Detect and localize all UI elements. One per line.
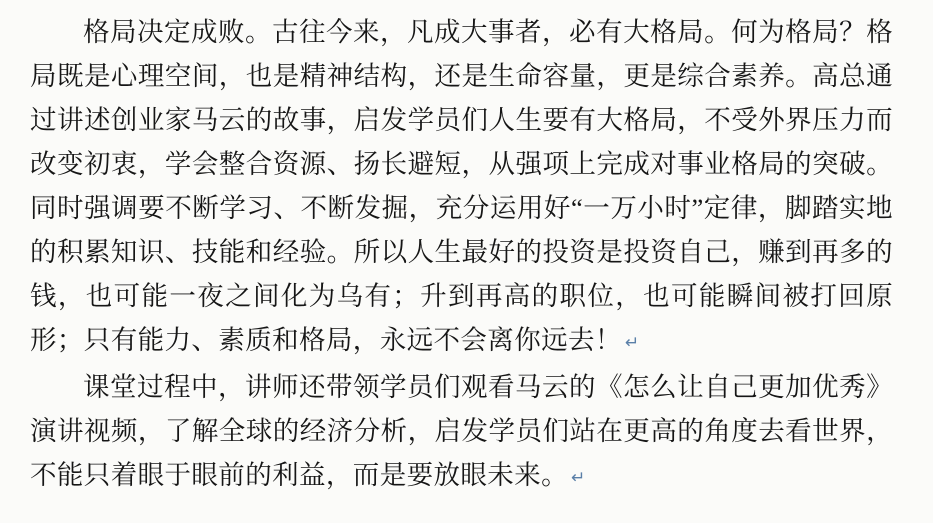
paragraph-1-text: 格局决定成败。古往今来，凡成大事者，必有大格局。何为格局？格局既是心理空间，也是精神结构，还是生命容量，更是综合素养。高总通过讲述创业家马云的故事，启发学员们人生要有大格局，不受外界压力而改变初衷，学会整合资源、扬长避短，从强项上完成对事业格局的突破。同时强调要不断学习、不断发掘，充分运用好“一万小时”定律，脚踏实地的积累知识、技能和经验。所以人生最好的投资是投资自己，赚到再多的钱，也可能一夜之间化为乌有；升到再高的职位，也可能瞬间被打回原形；只有能力、素质和格局，永远不会离你远去！ (30, 17, 893, 355)
paragraph-mark-icon: ↵ (571, 467, 586, 487)
paragraph-2 (30, 365, 893, 500)
document-body (30, 10, 893, 500)
paragraph-mark-icon: ↵ (624, 332, 640, 352)
paragraph-1 (30, 10, 893, 365)
paragraph-2-text: 课堂过程中，讲师还带领学员们观看马云的《怎么让自己更加优秀》演讲视频，了解全球的经济分析，启发学员们站在更高的角度去看世界，不能只着眼于眼前的利益，而是要放眼未来。 (30, 371, 893, 490)
